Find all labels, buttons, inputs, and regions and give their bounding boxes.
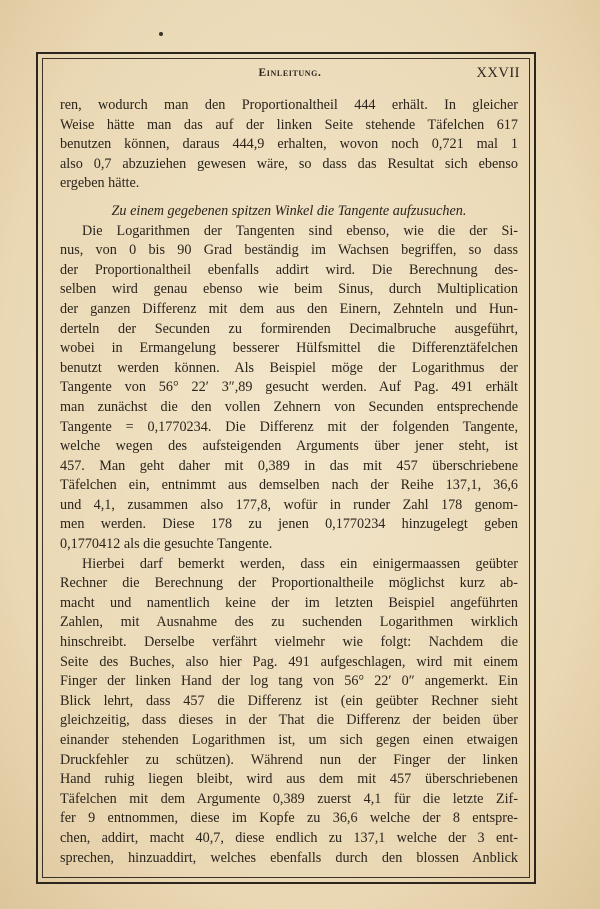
body-text	[60, 96, 518, 868]
text-line: Rechner die Berechnung der Proportionaltheile möglichst kurz ab-	[60, 575, 518, 592]
text-line: Weise hätte man das auf der linken Seite stehende Täfelchen 617	[60, 116, 518, 133]
running-header	[60, 67, 520, 87]
text-line: welche wegen des aufsteigenden Arguments über jener steht, ist	[60, 438, 518, 455]
text-line: Finger der linken Hand der log tang von 56° 22′ 0″ angemerkt. Ein	[60, 673, 518, 690]
text-line: nus, von 0 bis 90 Grad beständig im Wachsen begriffen, so dass	[60, 242, 518, 259]
text-line: Hierbei darf bemerkt werden, dass ein einigermaassen geübter	[82, 555, 518, 572]
text-line: macht und namentlich keine der im letzten Beispiel angeführten	[60, 594, 518, 611]
text-line: Seite des Buches, also hier Pag. 491 aufgeschlagen, wird mit einem	[60, 653, 518, 670]
text-line: Blick lehrt, dass 457 die Differenz ist (ein geübter Rechner sieht	[60, 692, 518, 709]
section-heading: Zu einem gegebenen spitzen Winkel die Tangente aufzusuchen.	[111, 202, 467, 219]
text-line: sprechen, hinzuaddirt, welches ebenfalls durch den blossen Anblick	[60, 849, 518, 866]
header-title: Einleitung.	[258, 67, 322, 79]
text-line: ergeben hätte.	[60, 175, 140, 192]
text-line: fer 9 entnommen, diese im Kopfe zu 36,6 welche der 8 entspre-	[60, 810, 518, 827]
text-line: wobei in Ermangelung besserer Hülfsmittel die Differenztäfelchen	[60, 340, 518, 357]
ink-dot	[159, 32, 163, 36]
text-line: hinschreibt. Derselbe verfährt vielmehr wie folgt: Nachdem die	[60, 634, 518, 651]
text-line: 457. Man geht daher mit 0,389 in das mit 457 überschriebene	[60, 457, 518, 474]
text-line: 0,1770412 als die gesuchte Tangente.	[60, 536, 273, 553]
text-line: benutzt werden können. Als Beispiel möge der Logarithmus der	[60, 359, 518, 376]
text-line: Hand ruhig liegen bleibt, wird aus dem mit 457 überschriebenen	[60, 771, 518, 788]
text-line: der ganzen Differenz mit dem aus den Einern, Zehnteln und Hun-	[60, 300, 518, 317]
text-line: man zunächst die den vollen Zehnern von Secunden entsprechende	[60, 398, 518, 415]
text-line: men werden. Diese 178 zu jenen 0,1770234 hinzugelegt geben	[60, 516, 518, 533]
text-line: und 4,1, zusammen also 177,8, wofür in runder Zahl 178 genom-	[60, 496, 518, 513]
text-line: Täfelchen mit dem Argumente 0,389 zuerst 4,1 für die letzte Zif-	[60, 790, 518, 807]
text-line: derteln der Secunden zu formirenden Decimalbruche ausgeführt,	[60, 320, 518, 337]
text-line: also 0,7 abzuziehen gewesen wäre, so dass das Resultat sich ebenso	[60, 155, 518, 172]
paragraph-gap	[60, 194, 518, 202]
text-line: Zahlen, mit Ausnahme des zu suchenden Logarithmen wirklich	[60, 614, 518, 631]
page-number: XXVII	[476, 65, 520, 81]
text-line: chen, addirt, macht 40,7, diese endlich zu 137,1 welche der 3 ent-	[60, 829, 518, 846]
text-line: der Proportionaltheil ebenfalls addirt wird. Die Berechnung des-	[60, 261, 518, 278]
text-line: Tangente = 0,1770234. Die Differenz mit der folgenden Tangente,	[60, 418, 518, 435]
text-line: Täfelchen ein, entnimmt aus demselben nach der Reihe 137,1, 36,6	[60, 477, 518, 494]
text-line: einander stehenden Logarithmen ist, um sich gegen einen etwaigen	[60, 732, 518, 748]
text-line: ren, wodurch man den Proportionaltheil 444 erhält. In gleicher	[60, 97, 518, 113]
text-line: selben wird genau ebenso wie beim Sinus, durch Multiplication	[60, 281, 518, 298]
text-line: benutzen können, daraus 444,9 erhalten, wovon noch 0,721 mal 1	[60, 136, 518, 153]
text-line: Tangente von 56° 22′ 3″,89 gesucht werden. Auf Pag. 491 erhält	[60, 379, 518, 396]
text-line: Druckfehler zu schützen). Während nun der Finger der linken	[60, 751, 518, 768]
text-line: Die Logarithmen der Tangenten sind ebenso, wie die der Si-	[82, 222, 518, 239]
text-line: gleichzeitig, dass dieses in der That die Differenz der beiden über	[60, 712, 518, 729]
